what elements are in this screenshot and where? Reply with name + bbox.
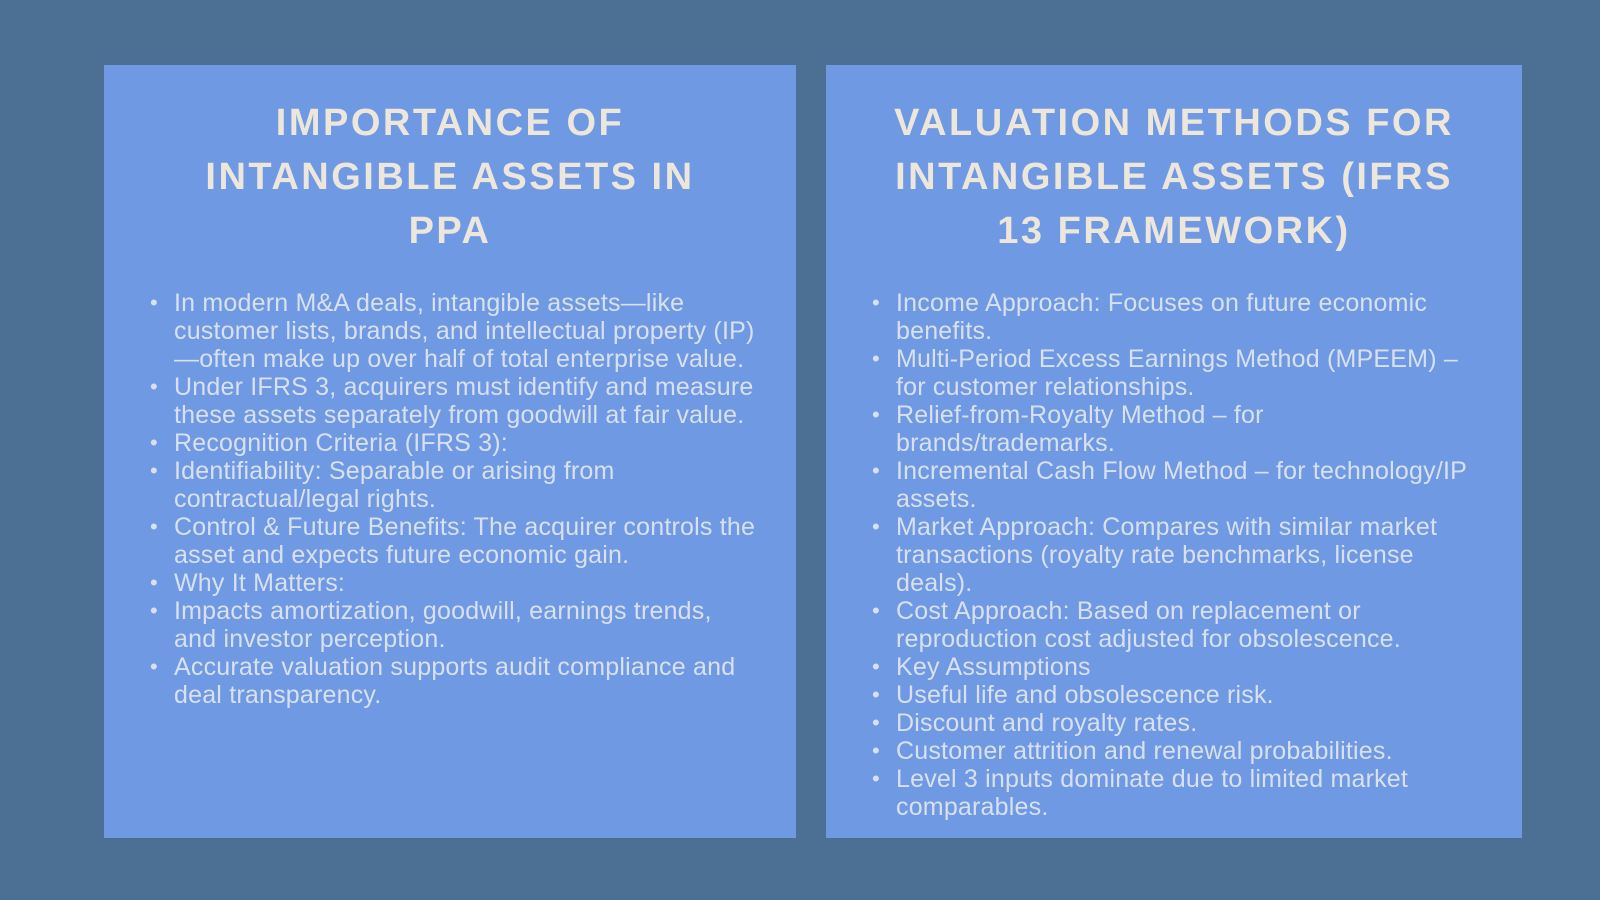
card-importance-of-intangible-assets — [104, 65, 796, 838]
list-item — [148, 569, 760, 597]
bullet-text: In modern M&A deals, intangible assets—like customer lists, brands, and intellectual property (IP)—often make up over half of total enterprise value. — [174, 289, 755, 373]
list-item — [870, 681, 1486, 709]
bullet-text: Control & Future Benefits: The acquirer controls the asset and expects future economic gain. — [174, 513, 756, 569]
bullet-icon: • — [150, 374, 158, 399]
list-item — [870, 401, 1486, 457]
bullet-text: Relief-from-Royalty Method – for brands/trademarks. — [896, 401, 1264, 457]
bullet-icon: • — [150, 290, 158, 315]
card-title-line: INTANGIBLE ASSETS IN — [205, 156, 695, 198]
bullet-icon: • — [872, 290, 880, 315]
bullet-icon: • — [872, 346, 880, 371]
bullet-icon: • — [872, 654, 880, 679]
bullet-text: Cost Approach: Based on replacement or reproduction cost adjusted for obsolescence. — [896, 597, 1401, 653]
list-item — [148, 289, 760, 373]
bullet-icon: • — [872, 458, 880, 483]
bullet-text: Market Approach: Compares with similar market transactions (royalty rate benchmarks, license deals). — [896, 513, 1438, 597]
list-item — [870, 345, 1486, 401]
bullet-text: Income Approach: Focuses on future economic benefits. — [896, 289, 1428, 345]
list-item — [870, 653, 1486, 681]
list-item — [148, 513, 760, 569]
list-item — [870, 597, 1486, 653]
list-item — [148, 429, 760, 457]
bullet-icon: • — [150, 570, 158, 595]
bullet-text: Identifiability: Separable or arising from contractual/legal rights. — [174, 457, 615, 513]
bullet-icon: • — [150, 514, 158, 539]
bullet-text: Under IFRS 3, acquirers must identify and measure these assets separately from goodwill at fair value. — [174, 373, 754, 429]
bullet-text: Discount and royalty rates. — [896, 709, 1198, 737]
bullet-text: Level 3 inputs dominate due to limited market comparables. — [896, 765, 1409, 821]
card-valuation-methods — [826, 65, 1522, 838]
card-title — [826, 96, 1522, 258]
card-title-line: 13 FRAMEWORK) — [997, 210, 1351, 252]
bullet-list — [870, 289, 1486, 821]
bullet-icon: • — [872, 514, 880, 539]
list-item — [870, 513, 1486, 597]
bullet-icon: • — [872, 738, 880, 763]
bullet-icon: • — [872, 402, 880, 427]
bullet-text: Customer attrition and renewal probabilities. — [896, 737, 1393, 765]
card-title-line: PPA — [408, 210, 492, 252]
card-title-line: IMPORTANCE OF — [275, 102, 625, 144]
list-item — [870, 737, 1486, 765]
bullet-text: Multi-Period Excess Earnings Method (MPEEM) – for customer relationships. — [896, 345, 1458, 401]
card-title-line: VALUATION METHODS FOR — [894, 102, 1454, 144]
bullet-text: Key Assumptions — [896, 653, 1091, 681]
bullet-icon: • — [872, 682, 880, 707]
card-title-line: INTANGIBLE ASSETS (IFRS — [895, 156, 1453, 198]
bullet-icon: • — [872, 598, 880, 623]
bullet-text: Recognition Criteria (IFRS 3): — [174, 429, 508, 457]
list-item — [148, 653, 760, 709]
list-item — [870, 457, 1486, 513]
bullet-text: Incremental Cash Flow Method – for technology/IP assets. — [896, 457, 1467, 513]
bullet-icon: • — [150, 598, 158, 623]
bullet-icon: • — [150, 458, 158, 483]
list-item — [148, 457, 760, 513]
list-item — [870, 765, 1486, 821]
list-item — [870, 289, 1486, 345]
bullet-list — [148, 289, 760, 709]
bullet-icon: • — [150, 654, 158, 679]
bullet-text: Accurate valuation supports audit compliance and deal transparency. — [174, 653, 736, 709]
bullet-text: Useful life and obsolescence risk. — [896, 681, 1274, 709]
card-title — [104, 96, 796, 258]
bullet-icon: • — [872, 710, 880, 735]
list-item — [148, 373, 760, 429]
list-item — [870, 709, 1486, 737]
bullet-icon: • — [150, 430, 158, 455]
bullet-text: Impacts amortization, goodwill, earnings trends, and investor perception. — [174, 597, 712, 653]
list-item — [148, 597, 760, 653]
bullet-text: Why It Matters: — [174, 569, 346, 597]
bullet-icon: • — [872, 766, 880, 791]
